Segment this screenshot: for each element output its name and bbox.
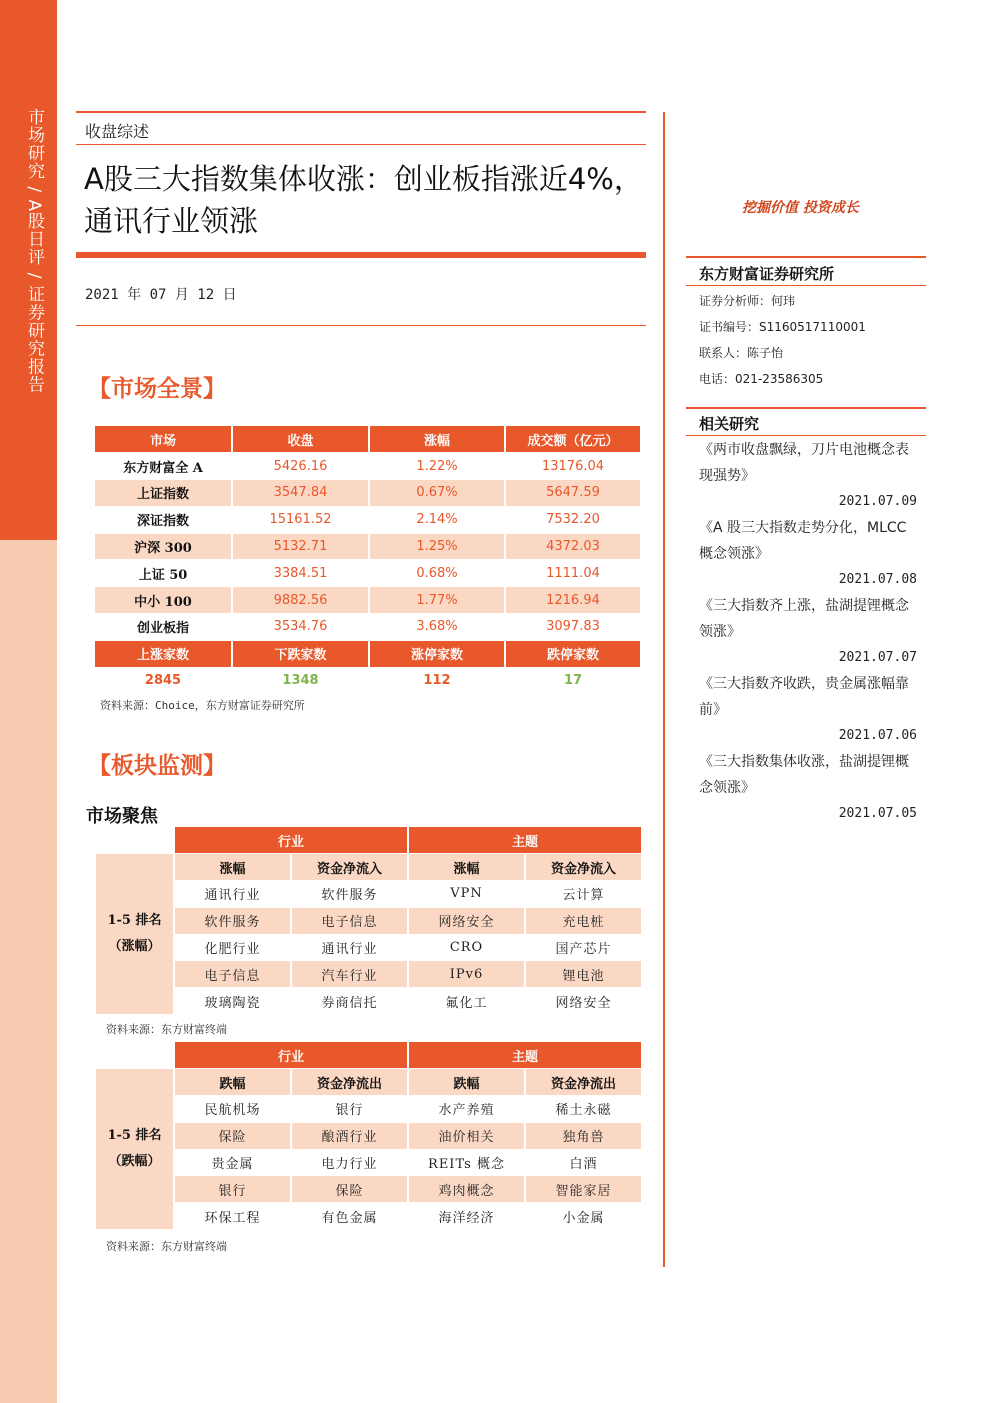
table-row — [95, 533, 641, 560]
column-header: 市场 — [95, 426, 232, 453]
table-row — [95, 506, 641, 533]
column-divider — [663, 112, 665, 1267]
table-row — [95, 614, 641, 641]
table-row — [95, 453, 641, 480]
table-row — [96, 961, 642, 988]
sub-header: 资金净流入 — [291, 854, 408, 881]
index-turnover: 1111.04 — [505, 560, 641, 587]
rank-label: 1-5 排名 — [107, 913, 162, 929]
table-row — [96, 988, 642, 1015]
related-report-date: 2021.07.08 — [838, 572, 917, 587]
rank-label-cell — [96, 854, 174, 1015]
column-header: 成交额（亿元） — [505, 426, 641, 453]
header-top-rule — [76, 111, 646, 113]
index-turnover: 7532.20 — [505, 506, 641, 533]
gainers-source: 资料来源：东方财富终端 — [106, 1023, 227, 1036]
table-cell: 保险 — [174, 1122, 291, 1149]
slogan: 挖掘价值 投资成长 — [742, 200, 859, 216]
table-row — [95, 480, 641, 507]
index-close: 9882.56 — [232, 587, 369, 614]
index-change: 3.68% — [369, 614, 505, 641]
institute-name: 东方财富证券研究所 — [699, 265, 835, 283]
table-cell: 小金属 — [525, 1203, 642, 1230]
table-cell: 电子信息 — [291, 907, 408, 934]
table-cell: 智能家居 — [525, 1176, 642, 1203]
column-header: 收盘 — [232, 426, 369, 453]
sector-monitor-heading: 【板块监测】 — [88, 752, 226, 779]
table-cell: 网络安全 — [408, 907, 525, 934]
index-name: 沪深 300 — [95, 533, 232, 560]
group-header-row — [96, 1042, 642, 1069]
institute-divider — [686, 285, 926, 286]
count-header-row — [95, 640, 641, 667]
market-overview-heading: 【市场全景】 — [88, 375, 226, 402]
index-name: 上证指数 — [95, 480, 232, 507]
table-header-row — [95, 426, 641, 453]
group-header: 主题 — [408, 1042, 642, 1069]
table-row — [96, 1122, 642, 1149]
table-cell: 鸡肉概念 — [408, 1176, 525, 1203]
market-focus-heading: 市场聚焦 — [86, 806, 158, 827]
table-cell: 化肥行业 — [174, 934, 291, 961]
table-cell: 油价相关 — [408, 1122, 525, 1149]
sub-header-row — [96, 854, 642, 881]
index-change: 0.67% — [369, 480, 505, 507]
table-cell: 水产养殖 — [408, 1096, 525, 1123]
table-cell: 云计算 — [525, 881, 642, 908]
rank-label-cell — [96, 1069, 174, 1230]
index-change: 0.68% — [369, 560, 505, 587]
report-title: A股三大指数集体收涨：创业板指涨近4%，通讯行业领涨 — [84, 162, 643, 238]
table-cell: 酿酒行业 — [291, 1122, 408, 1149]
institute-top-rule — [686, 256, 926, 258]
index-name: 上证 50 — [95, 560, 232, 587]
index-change: 1.22% — [369, 453, 505, 480]
corner-cell — [96, 1042, 174, 1069]
index-name: 深证指数 — [95, 506, 232, 533]
table-cell: 贵金属 — [174, 1149, 291, 1176]
table-row — [96, 881, 642, 908]
count-header: 涨停家数 — [369, 640, 505, 667]
table-cell: 充电桩 — [525, 907, 642, 934]
sub-header: 资金净流入 — [525, 854, 642, 881]
related-report-link[interactable]: 《三大指数齐上涨，盐湖提锂概念领涨》 — [699, 598, 909, 640]
related-research-heading: 相关研究 — [699, 415, 760, 433]
related-report-date: 2021.07.05 — [838, 806, 917, 821]
table-cell: 国产芯片 — [525, 934, 642, 961]
count-header: 跌停家数 — [505, 640, 641, 667]
table-row — [95, 560, 641, 587]
table-cell: 保险 — [291, 1176, 408, 1203]
group-header: 主题 — [408, 827, 642, 854]
analyst-name: 证券分析师：何玮 — [699, 294, 796, 308]
table-cell: 银行 — [291, 1096, 408, 1123]
side-band-light — [0, 540, 57, 1403]
sub-header-row — [96, 1069, 642, 1096]
count-row — [95, 667, 641, 694]
table-cell: 网络安全 — [525, 988, 642, 1015]
index-name: 东方财富全 A — [95, 453, 232, 480]
related-report-date: 2021.07.09 — [838, 494, 917, 509]
section-label: 收盘综述 — [85, 122, 150, 141]
table-cell: 通讯行业 — [174, 881, 291, 908]
table-cell: 电子信息 — [174, 961, 291, 988]
index-close: 5426.16 — [232, 453, 369, 480]
group-header: 行业 — [174, 1042, 408, 1069]
rank-label-type: （跌幅） — [108, 1154, 161, 1170]
table-cell: 电力行业 — [291, 1149, 408, 1176]
corner-cell — [96, 827, 174, 854]
sub-header: 资金净流出 — [525, 1069, 642, 1096]
sub-header: 跌幅 — [408, 1069, 525, 1096]
date-divider — [76, 325, 646, 326]
table-cell: 氟化工 — [408, 988, 525, 1015]
column-header: 涨幅 — [369, 426, 505, 453]
table-cell: CRO — [408, 934, 525, 961]
table-cell: 通讯行业 — [291, 934, 408, 961]
table-cell: IPv6 — [408, 961, 525, 988]
table-cell: 软件服务 — [291, 881, 408, 908]
index-name: 创业板指 — [95, 614, 232, 641]
related-divider — [686, 435, 926, 436]
table-cell: 环保工程 — [174, 1203, 291, 1230]
rank-label: 1-5 排名 — [107, 1128, 162, 1144]
count-header: 下跌家数 — [232, 640, 369, 667]
table-cell: 锂电池 — [525, 961, 642, 988]
advancers-count: 2845 — [95, 667, 232, 694]
market-overview-table — [95, 426, 642, 694]
header-divider — [76, 144, 646, 145]
report-date: 2021 年 07 月 12 日 — [85, 287, 237, 303]
table-row — [95, 587, 641, 614]
table-cell: 民航机场 — [174, 1096, 291, 1123]
index-turnover: 1216.94 — [505, 587, 641, 614]
table-cell: 独角兽 — [525, 1122, 642, 1149]
limit-down-count: 17 — [505, 667, 641, 694]
table-cell: 海洋经济 — [408, 1203, 525, 1230]
rank-label-type: （涨幅） — [108, 939, 161, 955]
table-cell: VPN — [408, 881, 525, 908]
related-report-link[interactable]: 《三大指数集体收涨，盐湖提锂概念领涨》 — [699, 754, 909, 796]
index-close: 3534.76 — [232, 614, 369, 641]
gainers-table — [96, 827, 643, 1015]
table-cell: 软件服务 — [174, 907, 291, 934]
decliners-count: 1348 — [232, 667, 369, 694]
index-close: 3384.51 — [232, 560, 369, 587]
related-report-link[interactable]: 《两市收盘飘绿，刀片电池概念表现强势》 — [699, 442, 909, 484]
related-top-rule — [686, 407, 926, 409]
index-change: 2.14% — [369, 506, 505, 533]
contact-name: 联系人：陈子怡 — [699, 346, 784, 360]
table-row — [96, 1203, 642, 1230]
count-header: 上涨家数 — [95, 640, 232, 667]
table-row — [96, 907, 642, 934]
table-cell: 券商信托 — [291, 988, 408, 1015]
losers-source: 资料来源：东方财富终端 — [106, 1240, 227, 1253]
table-row — [96, 1096, 642, 1123]
related-report-link[interactable]: 《A 股三大指数走势分化，MLCC 概念领涨》 — [699, 520, 907, 562]
losers-table — [96, 1042, 643, 1230]
sub-header: 跌幅 — [174, 1069, 291, 1096]
table-cell: 有色金属 — [291, 1203, 408, 1230]
related-report-date: 2021.07.07 — [838, 650, 917, 665]
phone-number: 电话：021-23586305 — [699, 372, 824, 386]
table-cell: REITs 概念 — [408, 1149, 525, 1176]
title-underline — [76, 252, 646, 258]
market-source: 资料来源：Choice，东方财富证券研究所 — [100, 699, 305, 712]
table-cell: 白酒 — [525, 1149, 642, 1176]
table-row — [96, 1149, 642, 1176]
related-report-date: 2021.07.06 — [838, 728, 917, 743]
table-cell: 玻璃陶瓷 — [174, 988, 291, 1015]
sub-header: 涨幅 — [174, 854, 291, 881]
table-row — [96, 1176, 642, 1203]
table-row — [96, 934, 642, 961]
index-close: 3547.84 — [232, 480, 369, 507]
table-cell: 稀土永磁 — [525, 1096, 642, 1123]
index-change: 1.77% — [369, 587, 505, 614]
group-header: 行业 — [174, 827, 408, 854]
index-change: 1.25% — [369, 533, 505, 560]
certificate-number: 证书编号：S1160517110001 — [699, 320, 866, 334]
index-turnover: 13176.04 — [505, 453, 641, 480]
sub-header: 资金净流出 — [291, 1069, 408, 1096]
sub-header: 涨幅 — [408, 854, 525, 881]
limit-up-count: 112 — [369, 667, 505, 694]
index-close: 15161.52 — [232, 506, 369, 533]
table-cell: 银行 — [174, 1176, 291, 1203]
related-report-link[interactable]: 《三大指数齐收跌，贵金属涨幅靠前》 — [699, 676, 909, 718]
side-band-label: 市场研究 / A股日评 / 证券研究报告 — [24, 108, 44, 394]
index-turnover: 3097.83 — [505, 614, 641, 641]
table-cell: 汽车行业 — [291, 961, 408, 988]
index-turnover: 4372.03 — [505, 533, 641, 560]
index-close: 5132.71 — [232, 533, 369, 560]
index-turnover: 5647.59 — [505, 480, 641, 507]
group-header-row — [96, 827, 642, 854]
index-name: 中小 100 — [95, 587, 232, 614]
